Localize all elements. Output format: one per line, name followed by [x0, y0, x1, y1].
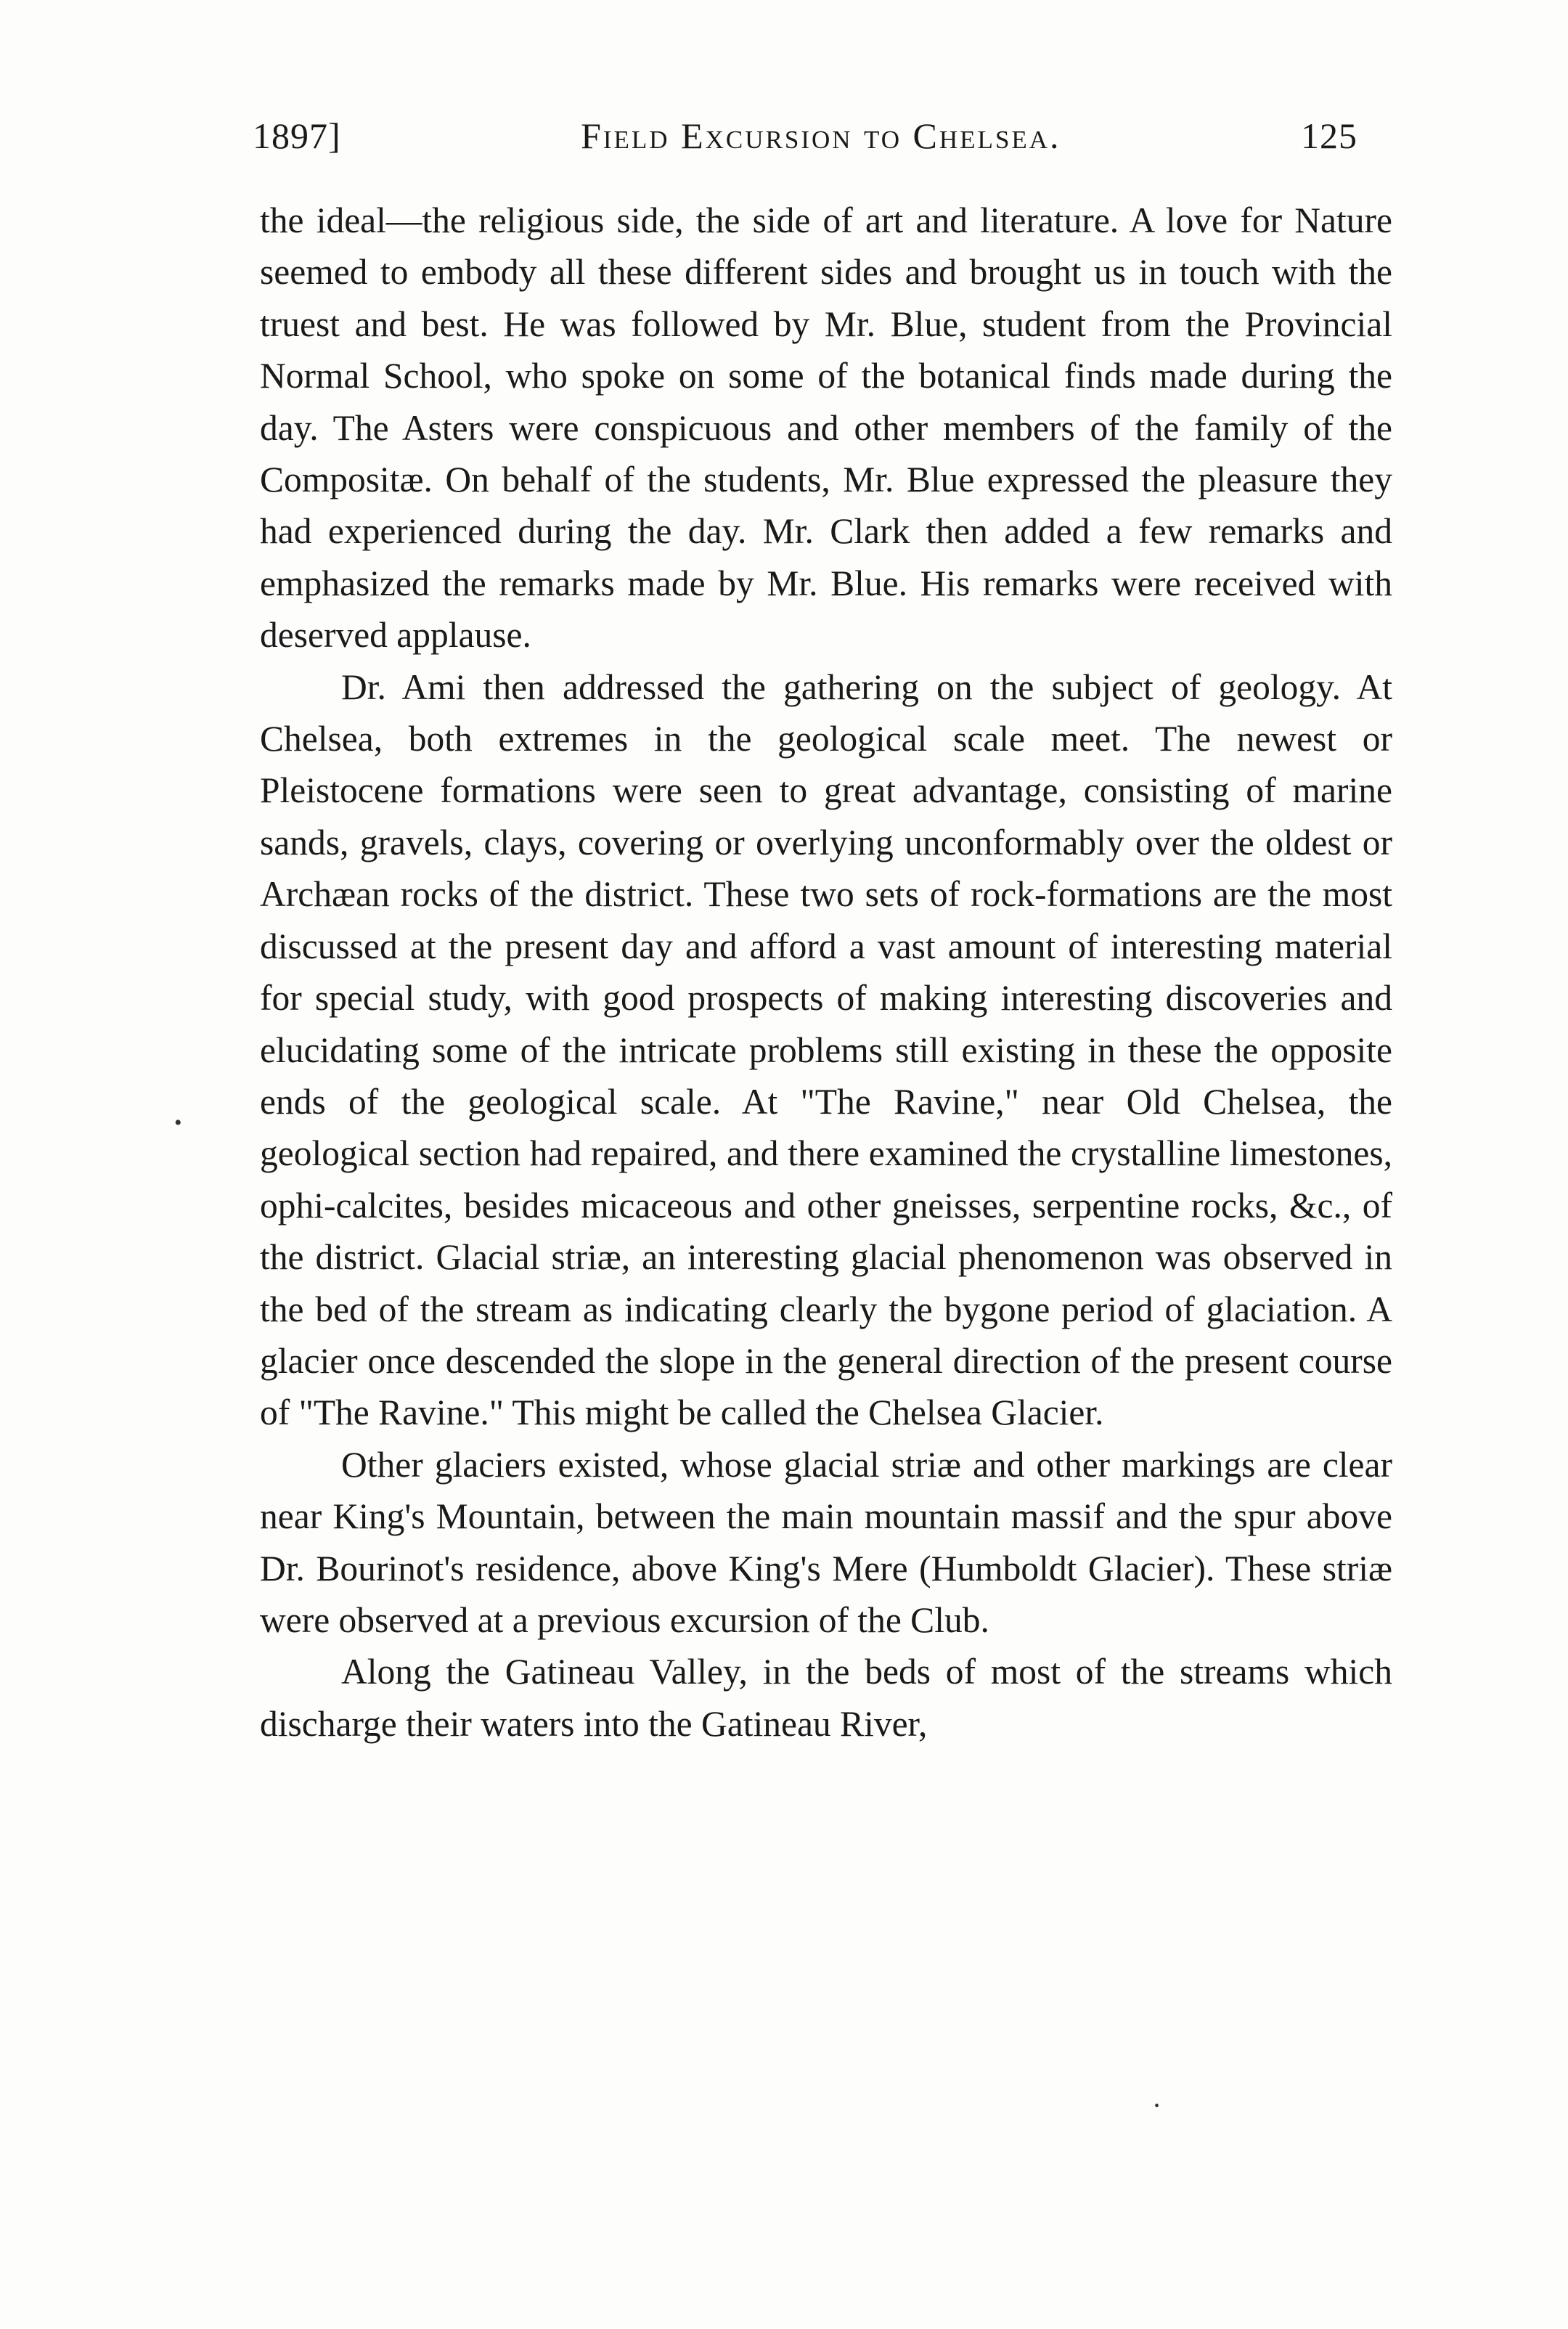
- paragraph-3: Other glaciers existed, whose glacial striæ and other markings are clear near King's Mountain, between the main mountain massif and the spur above Dr. Bourinot's residence, above King's Mere (Humboldt Glacier). These striæ were observed at a previous excursion of the Club.: [260, 1444, 1392, 1640]
- paragraph-4: Along the Gatineau Valley, in the beds of most of the streams which discharge their waters into the Gatineau River,: [260, 1652, 1392, 1744]
- stray-mark: •: [174, 1111, 182, 1135]
- paragraph-1: the ideal—the religious side, the side of art and literature. A love for Nature seemed to embody all these different sides and brought us in touch with the truest and best. He was followed by Mr. Blue, student from the Provincial Normal School, who spoke on some of the botanical finds made during the day. The Asters were conspicuous and other members of the family of the Compositæ. On behalf of the students, Mr. Blue expressed the pleasure they had experienced during the day. Mr. Clark then added a few remarks and emphasized the remarks made by Mr. Blue. His remarks were received with deserved applause.: [260, 200, 1392, 656]
- header-year: 1897]: [253, 115, 341, 156]
- paragraph-2: Dr. Ami then addressed the gathering on the subject of geology. At Chelsea, both extremes in the geological scale meet. The newest or Pleistocene formations were seen to great advantage, consisting of marine sands, gravels, clays, covering or overlying unconformably over the oldest or Archæan rocks of the district. These two sets of rock-formations are the most discussed at the present day and afford a vast amount of interesting material for special study, with good prospects of making interesting discoveries and elucidating some of the intricate problems still existing in these the opposite ends of the geological scale. At "The Ravine," near Old Chelsea, the geological section had repaired, and there examined the crystalline limestones, ophi-calcites, besides micaceous and other gneisses, serpentine rocks, &c., of the district. Glacial striæ, an interesting glacial phenomenon was observed in the bed of the stream as indicating clearly the bygone period of glaciation. A glacier once descended the slope in the general direction of the present course of "The Ravine." This might be called the Chelsea Glacier.: [260, 666, 1392, 1433]
- running-head: [253, 115, 1357, 173]
- stray-mark: •: [1154, 2098, 1160, 2114]
- body-text: [260, 195, 1392, 1750]
- page-number: 125: [1300, 115, 1357, 156]
- header-title: Field Excursion to Chelsea.: [581, 115, 1061, 156]
